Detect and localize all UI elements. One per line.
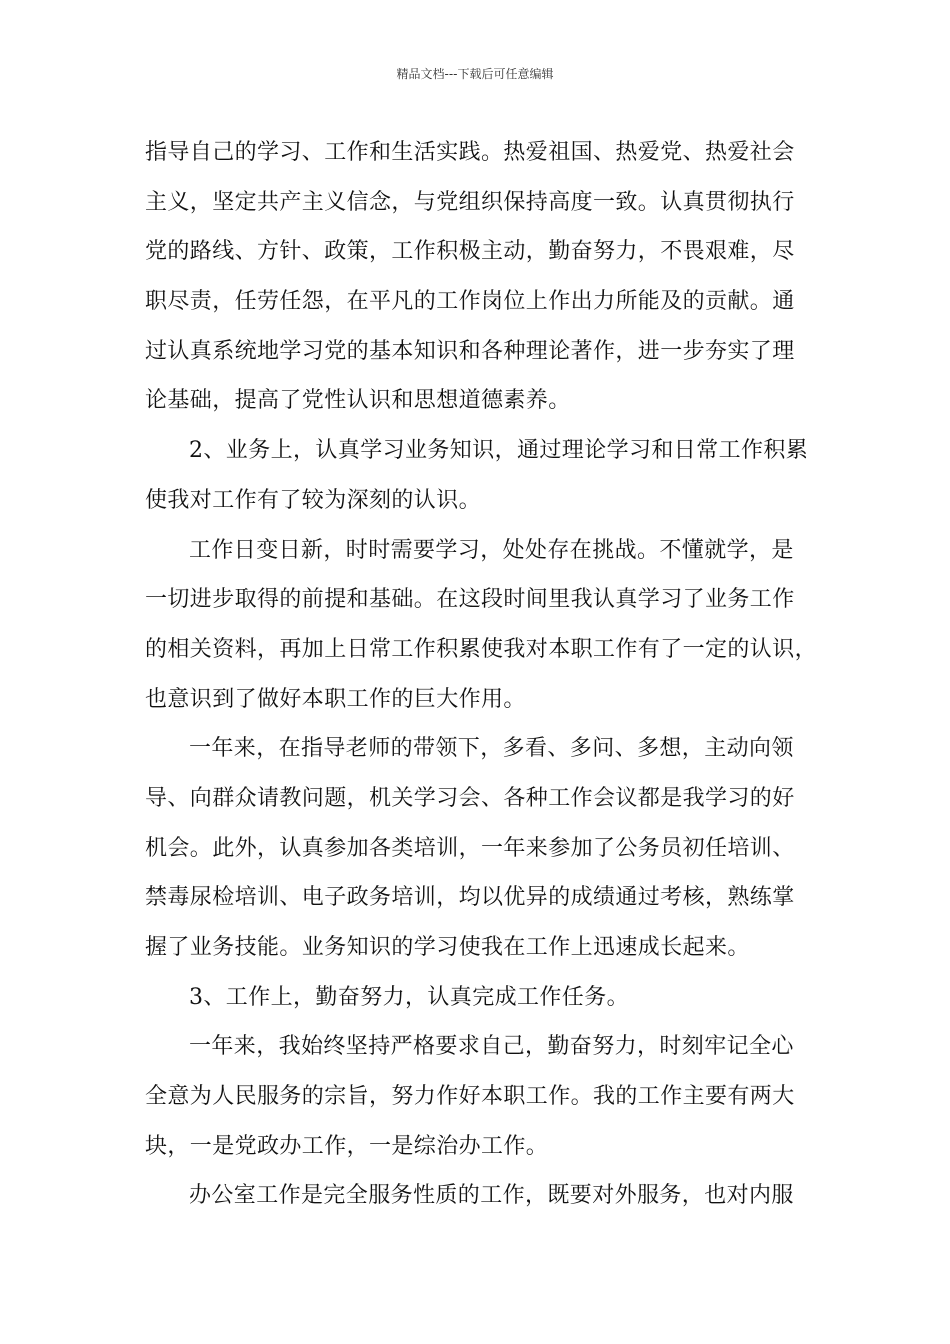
text-line: 导、向群众请教问题，机关学习会、各种工作会议都是我学习的好 (145, 785, 795, 811)
text-line: 一年来，在指导老师的带领下，多看、多问、多想，主动向领 (189, 736, 794, 762)
text-line: 过认真系统地学习党的基本知识和各种理论著作，进一步夯实了理 (145, 338, 795, 364)
text-line: 办公室工作是完全服务性质的工作，既要对外服务，也对内服 (189, 1183, 794, 1209)
text-line: 党的路线、方针、政策，工作积极主动，勤奋努力，不畏艰难，尽 (145, 239, 795, 265)
text-line: 机会。此外，认真参加各类培训，一年来参加了公务员初任培训、 (145, 835, 795, 861)
text-line: 全意为人民服务的宗旨，努力作好本职工作。我的工作主要有两大 (145, 1084, 795, 1110)
text-line: 论基础，提高了党性认识和思想道德素养。 (145, 388, 571, 414)
text-line: 主义，坚定共产主义信念，与党组织保持高度一致。认真贯彻执行 (145, 189, 795, 215)
text-line: 的相关资料，再加上日常工作积累使我对本职工作有了一定的认识， (145, 636, 818, 662)
text-line: 指导自己的学习、工作和生活实践。热爱祖国、热爱党、热爱社会 (145, 140, 795, 165)
text-line: 一切进步取得的前提和基础。在这段时间里我认真学习了业务工作 (145, 587, 795, 613)
text-line: 工作日变日新，时时需要学习，处处存在挑战。不懂就学，是 (189, 537, 794, 563)
text-line: 一年来，我始终坚持严格要求自己，勤奋努力，时刻牢记全心 (189, 1034, 794, 1060)
text-line: 3、工作上，勤奋努力，认真完成工作任务。 (189, 984, 629, 1010)
document-body (145, 128, 825, 1221)
text-line: 使我对工作有了较为深刻的认识。 (145, 487, 482, 513)
text-line: 也意识到了做好本职工作的巨大作用。 (145, 686, 526, 712)
text-line: 2、业务上，认真学习业务知识，通过理论学习和日常工作积累 (189, 438, 809, 464)
text-line: 禁毒尿检培训、电子政务培训，均以优异的成绩通过考核，熟练掌 (145, 885, 795, 911)
text-line: 职尽责，任劳任怨，在平凡的工作岗位上作出力所能及的贡献。通 (145, 289, 795, 315)
page-header: 精品文档---下载后可任意编辑 (396, 67, 554, 81)
text-line: 握了业务技能。业务知识的学习使我在工作上迅速成长起来。 (145, 935, 750, 960)
text-line: 块，一是党政办工作，一是综治办工作。 (145, 1133, 549, 1159)
